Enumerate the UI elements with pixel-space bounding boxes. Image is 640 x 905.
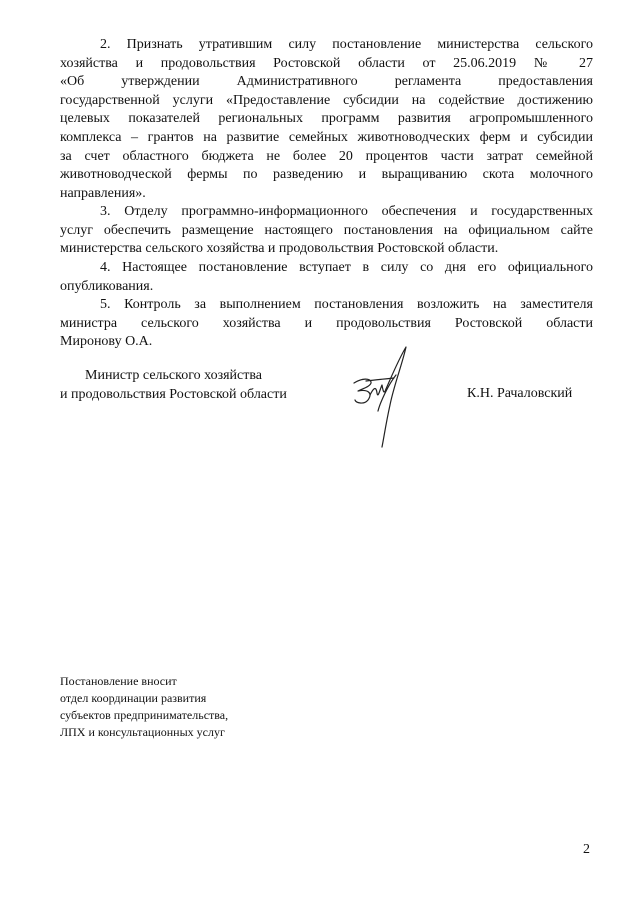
note-line: Постановление вносит: [60, 674, 177, 688]
paragraph-line: министерства сельского хозяйства и продовольствия Ростовской области.: [60, 241, 499, 257]
handwritten-signature: [340, 345, 420, 455]
note-line: ЛПХ и консультационных услуг: [60, 725, 225, 739]
page-number: 2: [583, 842, 590, 857]
paragraph-line: целевых показателей региональных программ развития агропромышленного: [60, 111, 593, 127]
paragraph-line: 2. Признать утратившим силу постановление министерства сельского: [100, 37, 593, 52]
paragraph-line: опубликования.: [60, 278, 154, 294]
signatory-title-line-2: и продовольствия Ростовской области: [60, 386, 287, 402]
signatory-name: К.Н. Рачаловский: [467, 386, 573, 401]
paragraph-item-5: [60, 296, 593, 352]
paragraph-line: 3. Отделу программно-информационного обеспечения и государственных: [100, 204, 593, 219]
paragraph-item-2: [60, 36, 593, 203]
paragraph-line: комплекса – грантов на развитие семейных животноводческих ферм и субсидии: [60, 129, 593, 145]
paragraph-line: министра сельского хозяйства и продовольствия Ростовской области: [60, 315, 593, 331]
paragraph-line: государственной услуги «Предоставление субсидии на содействие достижению: [60, 92, 593, 108]
signatory-title: [60, 367, 287, 404]
note-line: отдел координации развития: [60, 691, 207, 705]
paragraph-line: хозяйства и продовольствия Ростовской области от 25.06.2019 № 27: [60, 55, 593, 71]
signatory-title-line-1: Министр сельского хозяйства: [85, 368, 262, 383]
submission-note: [60, 673, 228, 741]
paragraph-item-4: [60, 259, 593, 296]
paragraph-line: 5. Контроль за выполнением постановления возложить на заместителя: [100, 297, 593, 312]
paragraph-line: Миронову О.А.: [60, 334, 153, 350]
paragraph-line: 4. Настоящее постановление вступает в силу со дня его официального: [100, 260, 593, 275]
paragraph-line: «Об утверждении Административного регламента предоставления: [60, 74, 593, 90]
paragraph-line: животноводческой фермы по разведению и выращиванию скота молочного: [60, 167, 593, 183]
note-line: субъектов предпринимательства,: [60, 708, 229, 722]
paragraph-line: за счет областного бюджета не более 20 процентов части затрат семейной: [60, 148, 593, 164]
paragraph-line: услуг обеспечить размещение настоящего постановления на официальном сайте: [60, 222, 593, 238]
paragraph-line: направления».: [60, 185, 146, 201]
paragraph-item-3: [60, 203, 593, 259]
